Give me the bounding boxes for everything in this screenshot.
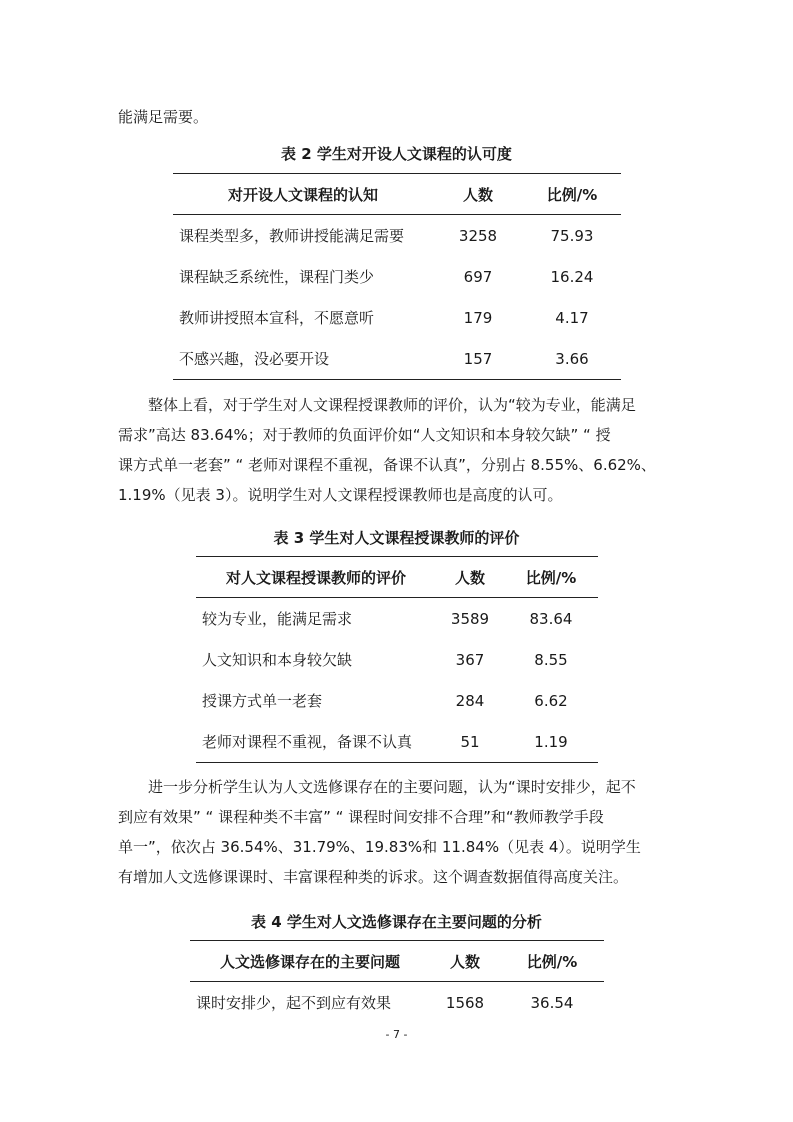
table-cell: 课程类型多，教师讲授能满足需要 bbox=[179, 227, 405, 245]
table-cell: 51 bbox=[436, 721, 504, 763]
table4-caption: 表 4 学生对人文选修课存在主要问题的分析 bbox=[251, 913, 542, 931]
header-cell: 人数 bbox=[430, 941, 500, 982]
header-cell: 人数 bbox=[433, 174, 523, 215]
table-cell: 人文知识和本身较欠缺 bbox=[202, 651, 353, 669]
table-cell: 较为专业，能满足需求 bbox=[202, 610, 353, 628]
table-cell: 75.93 bbox=[550, 226, 594, 245]
paragraph-line: 课方式单一老套” “ 老师对课程不重视，备课不认真”，分别占 8.55%、6.62%、 bbox=[118, 456, 656, 474]
paragraph-line: 到应有效果” “ 课程种类不丰富” “ 课程时间安排不合理”和“教师教学手段 bbox=[118, 808, 604, 826]
table-row bbox=[173, 256, 621, 297]
table-cell: 课时安排少，起不到应有效果 bbox=[196, 994, 392, 1012]
header-cell: 比例/% bbox=[523, 174, 621, 215]
page-number: - 7 - bbox=[385, 1028, 408, 1041]
table-cell: 697 bbox=[463, 267, 493, 286]
table-cell: 179 bbox=[463, 308, 493, 327]
table-cell: 83.64 bbox=[529, 609, 573, 628]
table-cell: 1568 bbox=[445, 993, 485, 1012]
table-row bbox=[196, 598, 598, 640]
table-cell: 367 bbox=[455, 650, 485, 669]
table-header-row bbox=[173, 174, 621, 215]
header-cell: 人数 bbox=[436, 557, 504, 598]
header-cell: 人文选修课存在的主要问题 bbox=[190, 941, 430, 982]
paragraph-line: 有增加人文选修课课时、丰富课程种类的诉求。这个调查数据值得高度关注。 bbox=[118, 868, 629, 886]
intro-paragraph bbox=[118, 102, 678, 132]
paragraph-line: 单一”，依次占 36.54%、31.79%、19.83%和 11.84%（见表 4）。说明学生 bbox=[118, 838, 641, 856]
table-cell: 284 bbox=[455, 691, 485, 710]
header-cell: 比例/% bbox=[504, 557, 598, 598]
table-cell: 36.54 bbox=[530, 993, 574, 1012]
table-cell: 课程缺乏系统性，课程门类少 bbox=[179, 268, 375, 286]
table-cell: 3589 bbox=[450, 609, 490, 628]
table-row bbox=[173, 215, 621, 257]
header-cell: 比例/% bbox=[500, 941, 604, 982]
paragraph-line: 进一步分析学生认为人文选修课存在的主要问题，认为“课时安排少，起不 bbox=[148, 778, 636, 796]
table-header-row bbox=[190, 941, 604, 982]
header-cell: 对人文课程授课教师的评价 bbox=[196, 557, 436, 598]
table-row bbox=[196, 680, 598, 721]
table-cell: 不感兴趣，没必要开设 bbox=[173, 338, 433, 380]
table4 bbox=[190, 940, 604, 1023]
table-cell: 3.66 bbox=[523, 338, 621, 380]
paragraph-line: 需求”高达 83.64%；对于教师的负面评价如“人文知识和本身较欠缺” “ 授 bbox=[118, 426, 611, 444]
paragraph-line: 1.19%（见表 3）。说明学生对人文课程授课教师也是高度的认可。 bbox=[118, 486, 563, 504]
table-cell: 3258 bbox=[458, 226, 498, 245]
table2-caption: 表 2 学生对开设人文课程的认可度 bbox=[281, 145, 512, 163]
table3-caption: 表 3 学生对人文课程授课教师的评价 bbox=[273, 529, 520, 547]
table-cell: 4.17 bbox=[555, 308, 589, 327]
table-cell: 6.62 bbox=[534, 691, 568, 710]
table-cell: 授课方式单一老套 bbox=[202, 692, 323, 710]
header-cell: 对开设人文课程的认知 bbox=[173, 174, 433, 215]
table-header-row bbox=[196, 557, 598, 598]
table-cell: 老师对课程不重视，备课不认真 bbox=[196, 721, 436, 763]
table-cell: 教师讲授照本宣科，不愿意听 bbox=[179, 309, 375, 327]
table-row bbox=[173, 338, 621, 380]
table-cell: 8.55 bbox=[534, 650, 568, 669]
table2 bbox=[173, 173, 621, 380]
paragraph-line: 整体上看，对于学生对人文课程授课教师的评价，认为“较为专业，能满足 bbox=[148, 396, 636, 414]
table3 bbox=[196, 556, 598, 763]
table-cell: 157 bbox=[433, 338, 523, 380]
table-cell: 16.24 bbox=[550, 267, 594, 286]
table-row bbox=[196, 639, 598, 680]
table-cell: 1.19 bbox=[504, 721, 598, 763]
paragraph-elective-problems bbox=[118, 772, 678, 892]
table-row bbox=[173, 297, 621, 338]
paragraph-line: 能满足需要。 bbox=[118, 108, 209, 126]
paragraph-teacher-evaluation bbox=[118, 390, 678, 510]
table-row bbox=[190, 982, 604, 1024]
table-row bbox=[196, 721, 598, 763]
